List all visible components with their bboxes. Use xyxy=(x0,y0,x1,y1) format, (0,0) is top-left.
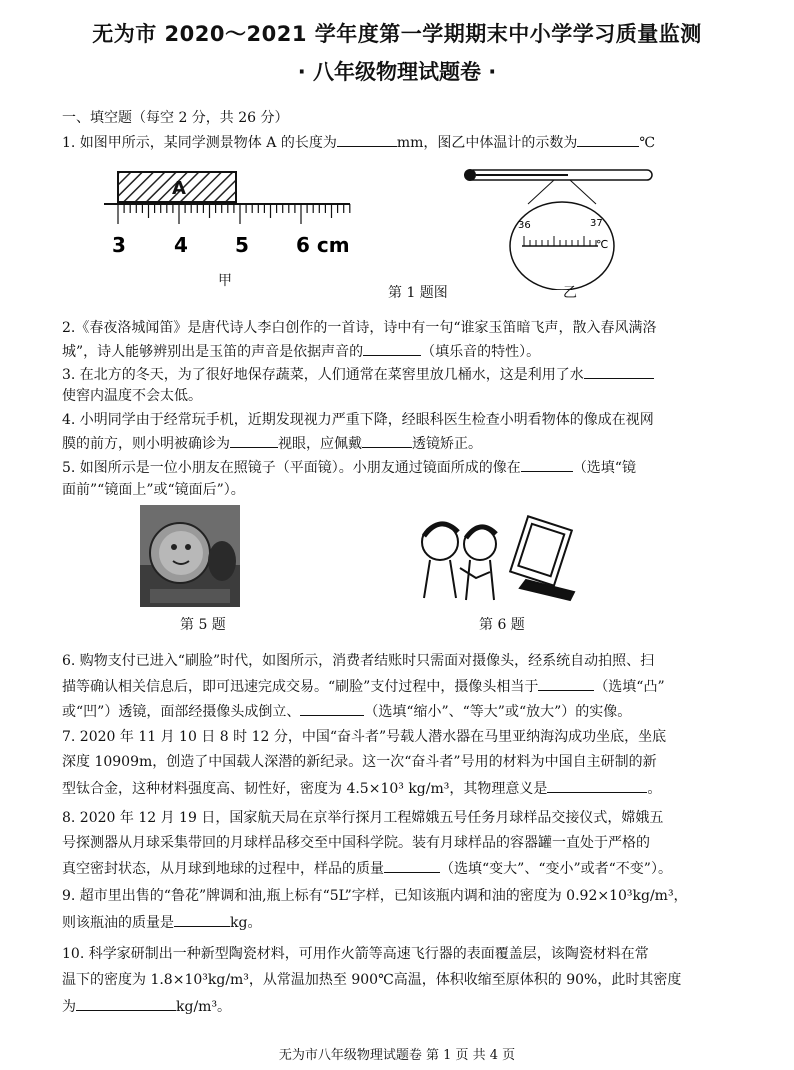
page-title: 无为市 2020～2021 学年度第一学期期末中小学学习质量监测 xyxy=(92,22,702,46)
q2-line-1: 2.《春夜洛城闻笛》是唐代诗人李白创作的一首诗，诗中有一句“谁家玉笛暗飞声，散入春风满洛 xyxy=(62,320,657,336)
q6-line-1: 6. 购物支付已进入“刷脸”时代，如图所示，消费者结账时只需面对摄像头，经系统自动拍照、扫 xyxy=(62,653,655,669)
q3-blank[interactable] xyxy=(584,364,654,379)
q6-text-c: 或“凹”）透镜，面部经摄像头成倒立、 xyxy=(62,704,301,720)
q9-blank[interactable] xyxy=(174,912,230,927)
q4-blank-1[interactable] xyxy=(230,433,278,448)
q5-line-1 xyxy=(62,457,636,478)
q7-text-b: 。 xyxy=(647,781,662,797)
q4-line-1: 4. 小明同学由于经常玩手机，近期发现视力严重下降，经眼科医生检查小明看物体的像成在视网 xyxy=(62,412,654,428)
q1-text-a: 1. 如图甲所示，某同学测景物体 A 的长度为 xyxy=(62,135,337,151)
tick-label-4: 4 xyxy=(174,233,188,257)
q9-line-2 xyxy=(62,912,261,933)
q10-line-2: 温下的密度为 1.8×10³kg/m³，从常温加热至 900℃高温，体积收缩至原体积的 90%，此时其密度 xyxy=(62,972,682,988)
q4-blank-2[interactable] xyxy=(362,433,412,448)
q5-line-2: 面前”“镜面上”或“镜面后”）。 xyxy=(62,482,245,498)
q10-line-1: 10. 科学家研制出一种新型陶瓷材料，可用作火箭等高速飞行器的表面覆盖层，该陶瓷材料在常 xyxy=(62,946,649,962)
q9-text-b: kg。 xyxy=(230,915,262,931)
mirror-photo xyxy=(140,505,240,607)
q8-text-b: （选填“变大”、“变小”或者“不变”）。 xyxy=(440,861,672,877)
q8-line-1: 8. 2020 年 12 月 19 日，国家航天局在京举行探月工程嫦娥五号任务月球样品交接仪式，嫦娥五 xyxy=(62,810,664,826)
q3-line-1 xyxy=(62,364,654,385)
thermometer-figure xyxy=(458,160,658,290)
q5-blank[interactable] xyxy=(521,457,573,472)
q2-text-a: 城”，诗人能够辨别出是玉笛的声音是依据声音的 xyxy=(62,344,364,360)
q6-line-2 xyxy=(62,676,665,697)
q6-text-a: 描等确认相关信息后，即可迅速完成交易。“刷脸”支付过程中，摄像头相当于 xyxy=(62,679,539,695)
page-subtitle: · 八年级物理试题卷 · xyxy=(297,60,497,84)
question-1 xyxy=(62,132,655,153)
q6-line-3 xyxy=(62,701,631,722)
q3-text: 3. 在北方的冬天，为了很好地保存蔬菜，人们通常在菜窖里放几桶水，这是利用了水 xyxy=(62,367,584,383)
tick-label-3: 3 xyxy=(112,233,126,257)
q7-line-2: 深度 10909m，创造了中国载人深潜的新纪录。这一次“奋斗者”号用的材料为中国自主研制的新 xyxy=(62,754,657,770)
q6-text-d: （选填“缩小”、“等大”或“放大”）的实像。 xyxy=(364,704,632,720)
ruler-figure xyxy=(100,168,355,258)
q9-line-1: 9. 超市里出售的“鲁花”牌调和油,瓶上标有“5L”字样，已知该瓶内调和油的密度为 0.92×10³kg/m³， xyxy=(62,888,688,904)
thermo-unit: ℃ xyxy=(596,238,609,251)
q1-text-c: ℃ xyxy=(639,135,656,151)
figure-6-caption: 第 6 题 xyxy=(479,617,525,633)
q5-text-a: 5. 如图所示是一位小朋友在照镜子（平面镜）。小朋友通过镜面所成的像在 xyxy=(62,460,521,476)
q7-line-3 xyxy=(62,778,661,799)
q10-text-b: kg/m³。 xyxy=(176,999,232,1015)
page-footer: 无为市八年级物理试题卷 第 1 页 共 4 页 xyxy=(278,1048,516,1063)
child-figure xyxy=(208,541,236,581)
q1-blank-2[interactable] xyxy=(577,132,639,147)
q1-text-b: mm，图乙中体温计的示数为 xyxy=(396,135,578,151)
figure-5-caption: 第 5 题 xyxy=(180,617,226,633)
q7-line-1: 7. 2020 年 11 月 10 日 8 时 12 分，中国“奋斗者”号载人潜水器在马里亚纳海沟成功坐底，坐底 xyxy=(62,729,667,745)
thermo-label-36: 36 xyxy=(518,220,531,231)
q6-blank-1[interactable] xyxy=(538,676,594,691)
thermometer-bulb xyxy=(464,169,476,181)
q8-line-3 xyxy=(62,858,672,879)
q10-blank[interactable] xyxy=(76,996,176,1011)
q2-text-b: （填乐音的特性）。 xyxy=(421,344,541,360)
label-yi: 乙 xyxy=(563,285,577,301)
q10-line-3 xyxy=(62,996,231,1017)
q8-blank[interactable] xyxy=(384,858,440,873)
thermo-label-37: 37 xyxy=(590,218,603,229)
q10-text-a: 为 xyxy=(62,999,76,1015)
ruler-ticks xyxy=(118,204,350,224)
tick-label-5: 5 xyxy=(235,233,249,257)
q4-text-a: 膜的前方，则小明被确诊为 xyxy=(62,436,230,452)
q2-line-2 xyxy=(62,341,540,362)
section-heading: 一、填空题（每空 2 分，共 26 分） xyxy=(62,110,289,126)
q8-text-a: 真空密封状态，从月球到地球的过程中，样品的质量 xyxy=(62,861,384,877)
tick-label-6cm: 6 cm xyxy=(296,233,350,257)
q7-blank[interactable] xyxy=(547,778,647,793)
q3-line-2: 使窖内温度不会太低。 xyxy=(62,388,202,404)
q8-line-2: 号探测器从月球采集带回的月球样品移交至中国科学院。装有月球样品的容器罐一直处于严格的 xyxy=(62,835,650,851)
q4-line-2 xyxy=(62,433,482,454)
label-jia: 甲 xyxy=(218,273,232,289)
q6-text-b: （选填“凸” xyxy=(594,679,665,695)
q4-text-c: 透镜矫正。 xyxy=(412,436,482,452)
face-payment-illustration xyxy=(410,508,578,608)
figure-1-caption: 第 1 题图 xyxy=(388,285,448,301)
object-a-label: A xyxy=(172,178,186,199)
q1-blank-1[interactable] xyxy=(337,132,397,147)
q9-text-a: 则该瓶油的质量是 xyxy=(62,915,174,931)
q2-blank[interactable] xyxy=(363,341,421,356)
q7-text-a: 型钛合金，这种材料强度高、韧性好，密度为 4.5×10³ kg/m³，其物理意义是 xyxy=(62,781,548,797)
q5-text-b: （选填“镜 xyxy=(572,460,636,476)
q4-text-b: 视眼，应佩戴 xyxy=(278,436,362,452)
q6-blank-2[interactable] xyxy=(300,701,364,716)
